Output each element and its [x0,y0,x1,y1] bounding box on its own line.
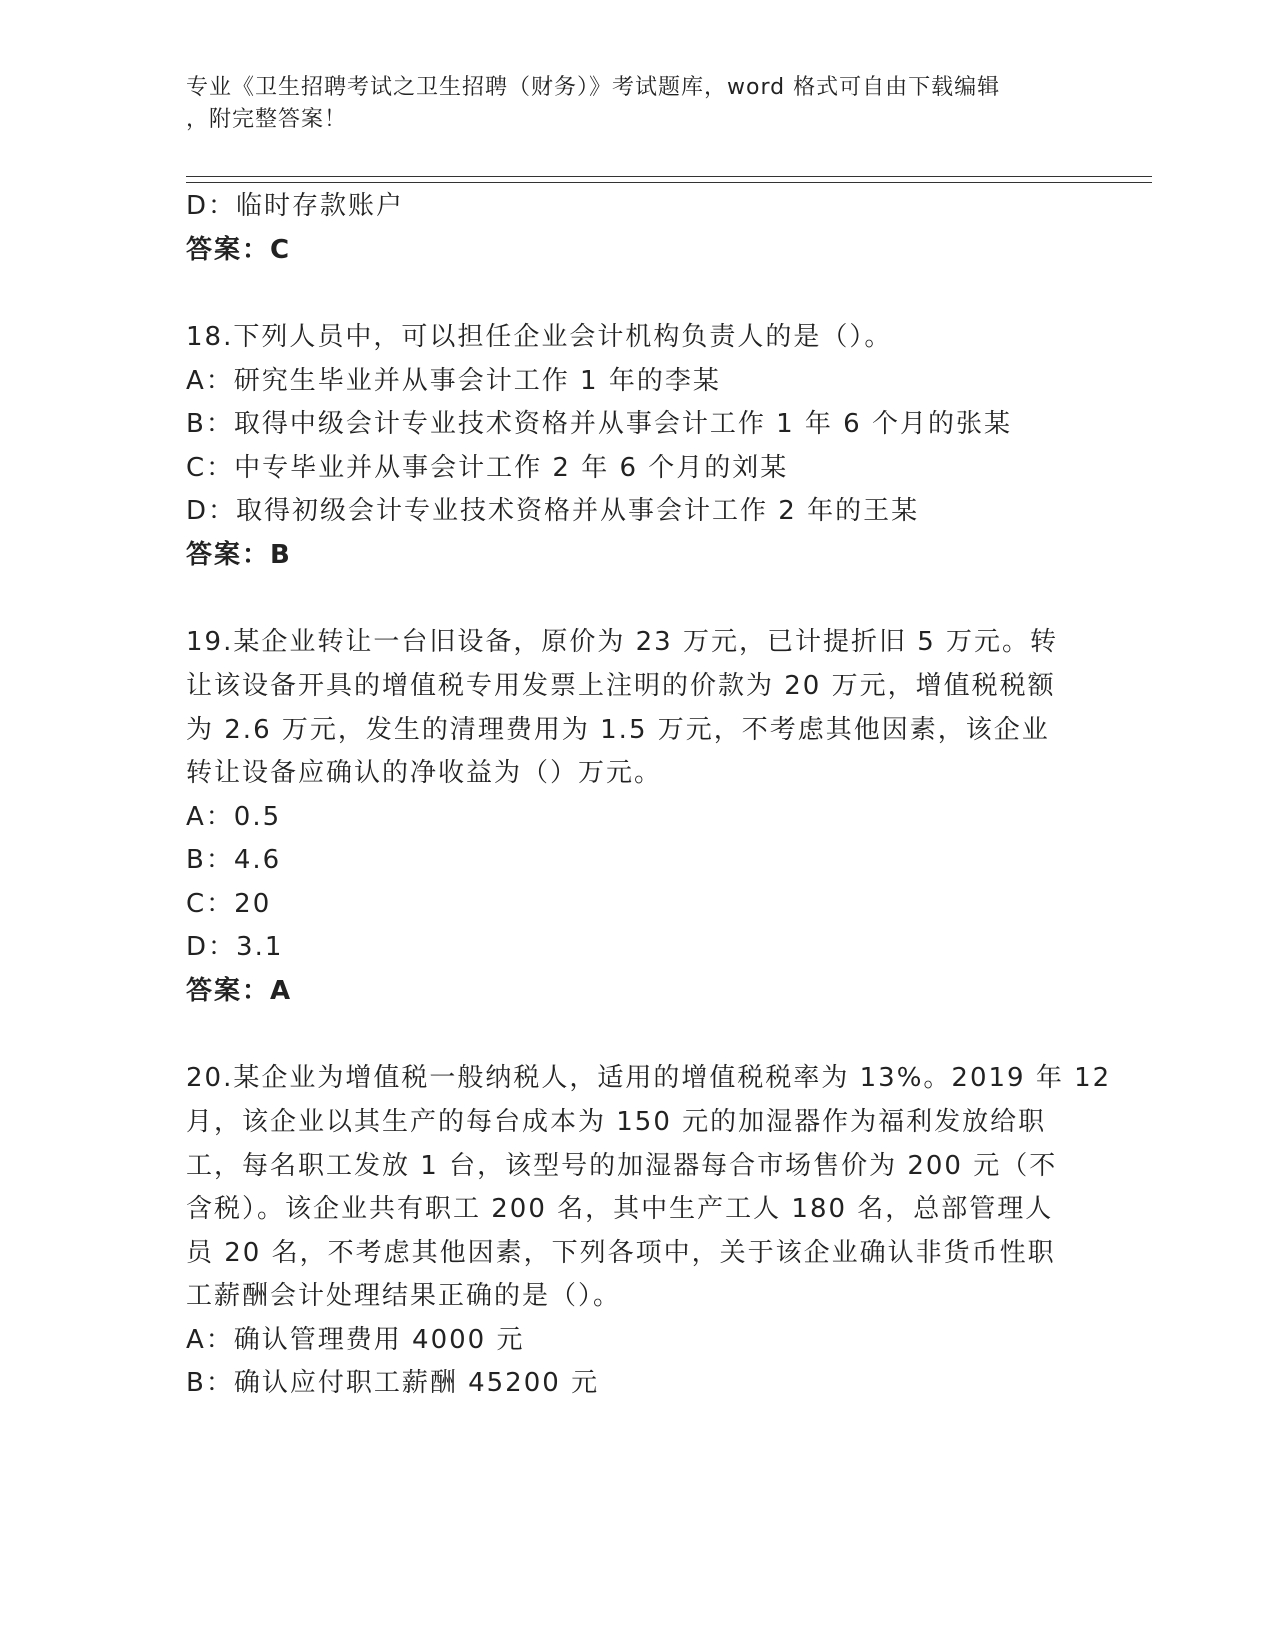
q19-stem-line-3: 为 2.6 万元，发生的清理费用为 1.5 万元，不考虑其他因素，该企业 [186,715,1050,745]
q20-stem-line-3: 工，每名职工发放 1 台，该型号的加湿器每合市场售价为 200 元（不 [186,1151,1058,1181]
q20-stem-line-6: 工薪酬会计处理结果正确的是（）。 [186,1281,622,1311]
q18-answer: 答案：B [186,540,292,570]
q19-option-d: D：3.1 [186,932,284,962]
q20-option-b: B：确认应付职工薪酬 45200 元 [186,1368,600,1398]
q19-stem-line-2: 让该设备开具的增值税专用发票上注明的价款为 20 万元，增值税税额 [186,671,1056,701]
q19-option-b: B：4.6 [186,845,282,875]
q19-stem-line-1: 19.某企业转让一台旧设备，原价为 23 万元，已计提折旧 5 万元。转 [186,627,1059,657]
q20-stem-line-1: 20.某企业为增值税一般纳税人，适用的增值税税率为 13%。2019 年 12 [186,1063,1112,1093]
q19-answer: 答案：A [186,976,293,1006]
q19-stem-line-4: 转让设备应确认的净收益为（）万元。 [186,758,663,788]
q19-option-a: A：0.5 [186,802,282,832]
q20-stem-line-4: 含税）。该企业共有职工 200 名，其中生产工人 180 名，总部管理人 [186,1194,1054,1224]
q20-stem-line-5: 员 20 名，不考虑其他因素，下列各项中，关于该企业确认非货币性职 [186,1238,1056,1268]
header-rule-top [186,176,1152,177]
q18-option-b: B：取得中级会计专业技术资格并从事会计工作 1 年 6 个月的张某 [186,409,1012,439]
q18-stem: 18.下列人员中，可以担任企业会计机构负责人的是（）。 [186,322,893,352]
header-title-line-2: ，附完整答案！ [186,107,348,132]
header-title-line-1: 专业《卫生招聘考试之卫生招聘（财务）》考试题库，word 格式可自由下载编辑 [186,75,1001,100]
header-rule-bottom [186,182,1152,183]
q17-answer: 答案：C [186,235,292,265]
q20-option-a: A：确认管理费用 4000 元 [186,1325,525,1355]
q17-option-d: D：临时存款账户 [186,191,405,221]
q20-stem-line-2: 月，该企业以其生产的每台成本为 150 元的加湿器作为福利发放给职 [186,1107,1047,1137]
document-header [186,72,1066,136]
q19-option-c: C：20 [186,889,272,919]
q18-option-d: D：取得初级会计专业技术资格并从事会计工作 2 年的王某 [186,496,920,526]
q18-option-a: A：研究生毕业并从事会计工作 1 年的李某 [186,366,721,396]
q18-option-c: C：中专毕业并从事会计工作 2 年 6 个月的刘某 [186,453,789,483]
